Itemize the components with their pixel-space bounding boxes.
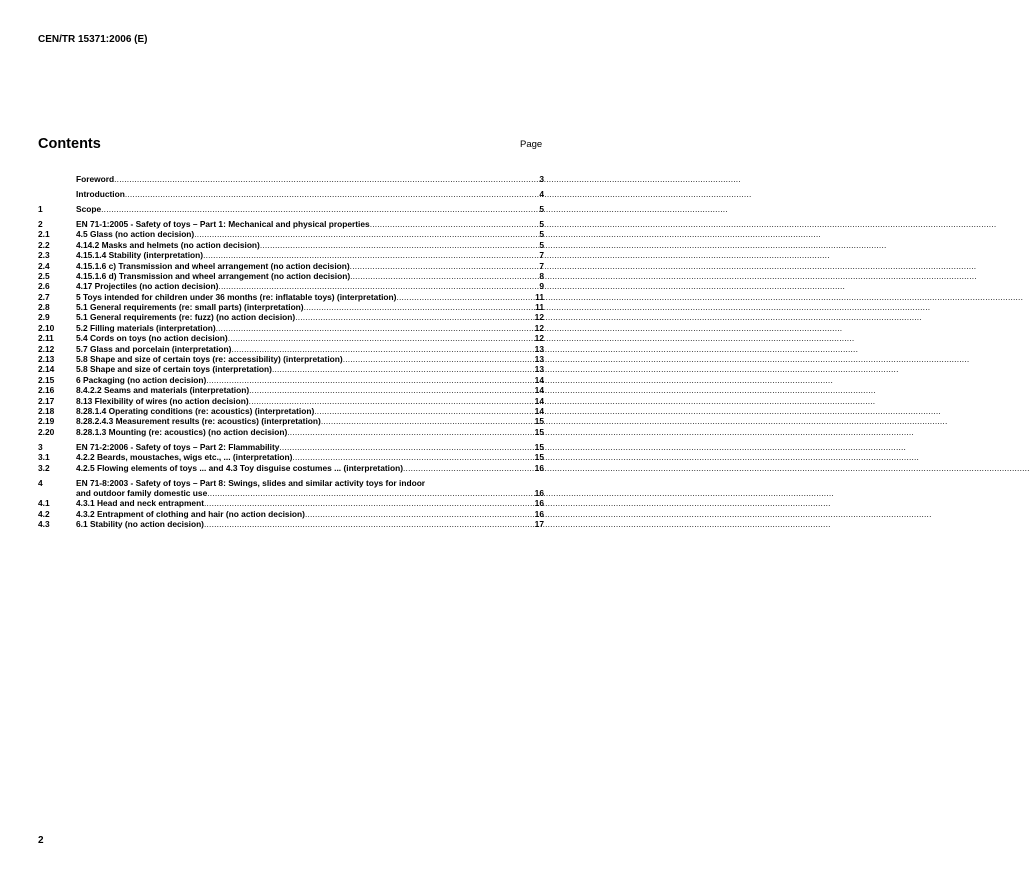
toc-entry-number: 2.7	[38, 291, 50, 302]
toc-entry-page: 16	[534, 487, 544, 498]
toc-entry-number: 1	[38, 203, 43, 214]
toc-entry-page: 12	[534, 322, 544, 333]
toc-entry-title: 8.28.1.4 Operating conditions (re: acoustics) (interpretation)	[76, 405, 315, 416]
toc-entry[interactable]	[38, 229, 544, 239]
toc-entry-number: 2.14	[38, 364, 55, 375]
document-header-id: CEN/TR 15371:2006 (E)	[38, 34, 148, 45]
toc-entry-number: 2.2	[38, 239, 50, 250]
toc-dot-leader	[101, 204, 538, 214]
toc-entry[interactable]	[38, 219, 544, 229]
toc-dot-leader	[231, 344, 533, 354]
toc-entry-page: 15	[534, 426, 544, 437]
toc-entry-number: 2.3	[38, 250, 50, 261]
toc-entry-title: 5.7 Glass and porcelain (interpretation)	[76, 343, 232, 354]
toc-dot-leader	[370, 219, 539, 229]
toc-dot-leader	[194, 229, 538, 239]
toc-entry-number: 3.2	[38, 462, 50, 473]
toc-entry[interactable]	[38, 498, 544, 508]
toc-entry-page: 14	[534, 374, 544, 385]
toc-entry[interactable]	[38, 333, 544, 343]
toc-entry-page: 5	[539, 239, 544, 250]
toc-entry-title: 5.1 General requirements (re: small parts) (interpretation)	[76, 302, 304, 313]
toc-entry[interactable]	[38, 189, 544, 199]
toc-entry[interactable]	[38, 344, 544, 354]
toc-entry-number: 2.4	[38, 260, 50, 271]
toc-entry-title: Foreword	[76, 173, 115, 184]
toc-entry-title: Scope	[76, 203, 102, 214]
toc-entry-number: 2.18	[38, 405, 55, 416]
toc-entry-page: 14	[534, 405, 544, 416]
toc-entry[interactable]	[38, 463, 544, 473]
toc-entry[interactable]	[38, 364, 544, 374]
toc-entry-number: 2.11	[38, 333, 54, 344]
toc-entry-number: 2.16	[38, 385, 55, 396]
toc-dot-leader	[260, 240, 538, 250]
toc-entry[interactable]	[38, 261, 544, 271]
toc-dot-leader	[350, 271, 538, 281]
toc-entry[interactable]	[38, 427, 544, 437]
toc-entry-title: 8.28.2.4.3 Measurement results (re: acoustics) (interpretation)	[76, 416, 321, 427]
toc-entry-number: 3.1	[38, 452, 50, 463]
toc-entry-title: EN 71-2:2006 - Safety of toys – Part 2: Flammability	[76, 441, 280, 452]
toc-entry-number: 2.10	[38, 322, 55, 333]
toc-dot-leader	[287, 427, 533, 437]
toc-entry[interactable]	[38, 488, 544, 498]
toc-entry[interactable]	[38, 323, 544, 333]
toc-entry-title: 4.2.5 Flowing elements of toys ... and 4.3 Toy disguise costumes ... (interpretation)	[76, 462, 404, 473]
toc-entry-number: 3	[38, 441, 43, 452]
toc-entry-number: 2.8	[38, 302, 50, 313]
toc-entry[interactable]	[38, 302, 544, 312]
toc-dot-leader	[207, 488, 533, 498]
toc-dot-leader	[114, 174, 538, 184]
toc-entry-title-line1: EN 71-8:2003 - Safety of toys – Part 8: Swings, slides and similar activity toys for indoor	[76, 477, 426, 488]
toc-entry[interactable]	[38, 250, 544, 260]
toc-entry-page: 16	[534, 508, 544, 519]
toc-dot-leader	[206, 375, 533, 385]
toc-entry-number: 2.19	[38, 416, 55, 427]
toc-entry-number: 2	[38, 218, 43, 229]
toc-entry[interactable]	[38, 204, 544, 214]
toc-entry-page: 12	[534, 312, 544, 323]
toc-entry-page: 5	[539, 229, 544, 240]
toc-entry-number: 2.9	[38, 312, 50, 323]
toc-entry[interactable]	[38, 385, 544, 395]
toc-entry-title: 8.28.1.3 Mounting (re: acoustics) (no action decision)	[76, 426, 288, 437]
toc-entry-title: 5 Toys intended for children under 36 months (re: inflatable toys) (interpretation)	[76, 291, 397, 302]
toc-entry-page: 5	[539, 218, 544, 229]
toc-entry-title: 4.3.2 Entrapment of clothing and hair (no action decision)	[76, 508, 305, 519]
toc-entry[interactable]	[38, 416, 544, 426]
toc-entry-page: 4	[539, 188, 544, 199]
toc-dot-leader	[343, 354, 534, 364]
toc-entry-page: 16	[534, 498, 544, 509]
toc-entry-title: 4.5 Glass (no action decision)	[76, 229, 195, 240]
toc-dot-leader	[292, 452, 533, 462]
toc-dot-leader	[272, 364, 534, 374]
toc-entry-page: 8	[539, 270, 544, 281]
toc-entry-title: 4.2.2 Beards, moustaches, wigs etc., ... (interpretation)	[76, 452, 293, 463]
toc-dot-leader	[216, 323, 534, 333]
toc-entry[interactable]	[38, 271, 544, 281]
toc-entry-title: and outdoor family domestic use	[76, 487, 208, 498]
toc-entry-number: 2.12	[38, 343, 55, 354]
toc-entry-page: 11	[535, 302, 544, 313]
toc-entry-number: 2.15	[38, 374, 55, 385]
toc-dot-leader	[279, 442, 533, 452]
toc-entry-number: 2.5	[38, 270, 50, 281]
toc-entry-number: 4.1	[38, 498, 50, 509]
toc-entry-page: 9	[539, 281, 544, 292]
toc-dot-leader	[249, 396, 534, 406]
toc-dot-leader	[218, 281, 538, 291]
toc-entry-title: Introduction	[76, 188, 125, 199]
toc-entry-title: 5.4 Cords on toys (no action decision)	[76, 333, 228, 344]
toc-dot-leader	[350, 261, 539, 271]
toc-dot-leader	[305, 509, 534, 519]
toc-entry[interactable]	[38, 519, 544, 529]
toc-entry-page: 14	[534, 385, 544, 396]
toc-entry-title: 5.1 General requirements (re: fuzz) (no action decision)	[76, 312, 296, 323]
toc-entry-title: 4.15.1.6 c) Transmission and wheel arrangement (no action decision)	[76, 260, 350, 271]
toc-entry-title: 6.1 Stability (no action decision)	[76, 519, 204, 530]
toc-entry-number: 2.1	[38, 229, 50, 240]
toc-entry-page: 11	[535, 291, 544, 302]
toc-entry-title: 5.8 Shape and size of certain toys (interpretation)	[76, 364, 272, 375]
toc-entry-title: 4.15.1.6 d) Transmission and wheel arrangement (no action decision)	[76, 270, 351, 281]
contents-heading: Contents	[38, 136, 101, 152]
toc-entry-title: 5.2 Filling materials (interpretation)	[76, 322, 216, 333]
toc-entry[interactable]	[38, 240, 544, 250]
toc-entry[interactable]	[38, 312, 544, 322]
toc-dot-leader	[403, 463, 534, 473]
toc-entry-number: 4.3	[38, 519, 50, 530]
toc-entry-page: 15	[534, 441, 544, 452]
toc-entry[interactable]	[38, 354, 544, 364]
footer-page-number: 2	[38, 835, 44, 846]
toc-entry[interactable]	[38, 174, 544, 184]
toc-entry-title: 4.17 Projectiles (no action decision)	[76, 281, 219, 292]
toc-entry-title: 4.3.1 Head and neck entrapment	[76, 498, 204, 509]
toc-entry-number: 4.2	[38, 508, 50, 519]
toc-entry-page: 12	[534, 333, 544, 344]
toc-entry[interactable]	[38, 396, 544, 406]
toc-entry-title: 8.4.2.2 Seams and materials (interpretation)	[76, 385, 250, 396]
toc-dot-leader	[396, 292, 534, 302]
toc-entry-page: 7	[539, 260, 544, 271]
toc-dot-leader	[314, 406, 533, 416]
toc-dot-leader	[125, 189, 538, 199]
toc-entry[interactable]	[38, 375, 544, 385]
toc-entry-page: 3	[539, 173, 544, 184]
toc-entry-page: 17	[534, 519, 544, 530]
toc-entry-page: 15	[534, 416, 544, 427]
toc-entry-title: EN 71-1:2005 - Safety of toys – Part 1: Mechanical and physical properties	[76, 218, 370, 229]
toc-entry-title: 5.8 Shape and size of certain toys (re: accessibility) (interpretation)	[76, 354, 343, 365]
toc-entry-page: 7	[539, 250, 544, 261]
toc-entry-number: 2.13	[38, 354, 55, 365]
toc-dot-leader	[204, 519, 534, 529]
toc-entry-number: 2.17	[38, 395, 55, 406]
toc-entry-title: 4.14.2 Masks and helmets (no action decision)	[76, 239, 260, 250]
toc-dot-leader	[304, 302, 535, 312]
toc-dot-leader	[203, 250, 538, 260]
toc-dot-leader	[295, 312, 533, 322]
page-column-label: Page	[520, 139, 543, 150]
toc-entry[interactable]	[38, 292, 544, 302]
toc-entry-page: 16	[534, 462, 544, 473]
toc-dot-leader	[249, 385, 534, 395]
toc-entry-title: 8.13 Flexibility of wires (no action decision)	[76, 395, 249, 406]
toc-entry-first-line	[38, 478, 544, 488]
toc-entry[interactable]	[38, 281, 544, 291]
toc-entry-number: 2.20	[38, 426, 55, 437]
toc-entry-page: 13	[534, 364, 544, 375]
toc-dot-leader	[204, 498, 534, 508]
toc-entry[interactable]	[38, 442, 544, 452]
toc-entry[interactable]	[38, 509, 544, 519]
toc-entry-title: 4.15.1.4 Stability (interpretation)	[76, 250, 204, 261]
toc-dot-leader	[228, 333, 534, 343]
toc-entry-page: 15	[534, 452, 544, 463]
toc-entry-page: 5	[539, 203, 544, 214]
table-of-contents	[38, 174, 544, 529]
toc-entry[interactable]	[38, 452, 544, 462]
toc-entry-number: 4	[38, 477, 43, 488]
toc-entry-title: 6 Packaging (no action decision)	[76, 374, 207, 385]
toc-entry-page: 13	[534, 354, 544, 365]
toc-entry-page: 13	[534, 343, 544, 354]
toc-dot-leader	[321, 416, 534, 426]
toc-entry-number: 2.6	[38, 281, 50, 292]
toc-entry[interactable]	[38, 406, 544, 416]
toc-entry-page: 14	[534, 395, 544, 406]
